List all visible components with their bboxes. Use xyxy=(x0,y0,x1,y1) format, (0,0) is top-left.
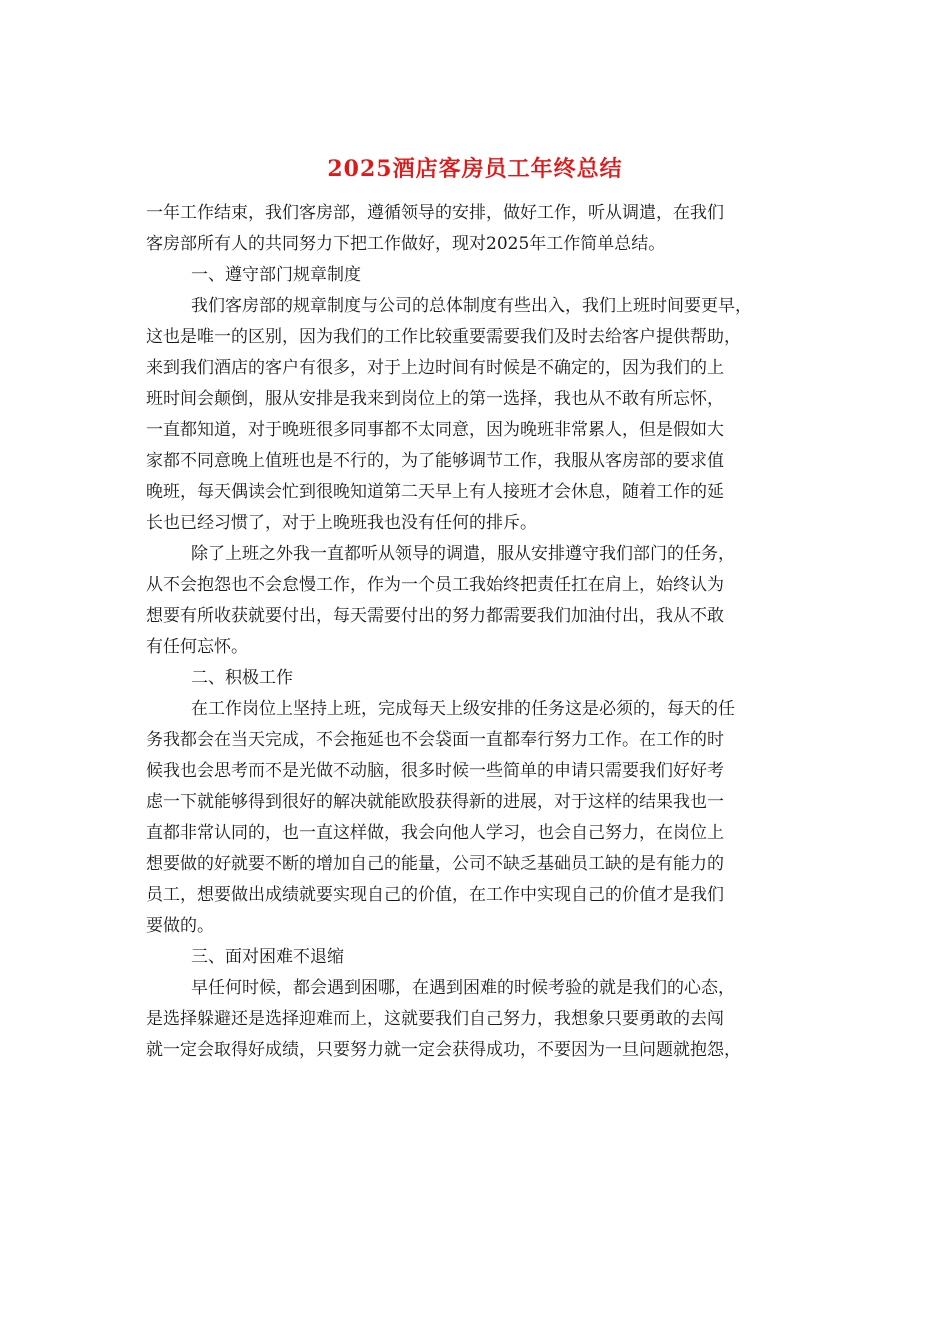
text-line: 一直都知道，对于晚班很多同事都不太同意，因为晚班非常累人，但是假如大 xyxy=(146,420,724,440)
text-line: 这也是唯一的区别，因为我们的工作比较重要需要我们及时去给客户提供帮助， xyxy=(146,327,741,347)
text-line: 早任何时候，都会遇到困哪，在遇到困难的时候考验的就是我们的心态， xyxy=(191,978,735,998)
text-line: 班时间会颠倒，服从安排是我来到岗位上的第一选择，我也从不敢有所忘怀， xyxy=(146,389,724,409)
text-line: 来到我们酒店的客户有很多，对于上边时间有时候是不确定的，因为我们的上 xyxy=(146,358,724,378)
text-line: 长也已经习惯了，对于上晚班我也没有任何的排斥。 xyxy=(146,513,537,533)
text-line: 除了上班之外我一直都听从领导的调遣，服从安排遵守我们部门的任务， xyxy=(191,544,735,564)
text-line: 想要有所收获就要付出，每天需要付出的努力都需要我们加油付出，我从不敢 xyxy=(146,606,724,626)
text-line: 我们客房部的规章制度与公司的总体制度有些出入，我们上班时间要更早， xyxy=(191,296,752,316)
text-line: 一年工作结束，我们客房部，遵循领导的安排，做好工作，听从调遣，在我们 xyxy=(146,203,724,223)
document-title: 2025酒店客房员工年终总结 xyxy=(327,156,623,182)
text-line: 员工，想要做出成绩就要实现自己的价值，在工作中实现自己的价值才是我们 xyxy=(146,885,724,905)
text-line: 虑一下就能够得到很好的解决就能欧股获得新的进展，对于这样的结果我也一 xyxy=(146,792,724,812)
text-line: 要做的。 xyxy=(146,916,214,936)
text-line: 家都不同意晚上值班也是不行的，为了能够调节工作，我服从客房部的要求值 xyxy=(146,451,724,471)
text-line: 想要做的好就要不断的增加自己的能量，公司不缺乏基础员工缺的是有能力的 xyxy=(146,854,724,874)
text-line: 客房部所有人的共同努力下把工作做好，现对2025年工作简单总结。 xyxy=(146,234,666,254)
text-line: 三、面对困难不退缩 xyxy=(191,947,344,967)
text-line: 一、遵守部门规章制度 xyxy=(191,265,361,285)
document-body xyxy=(146,198,822,1066)
text-line: 从不会抱怨也不会怠慢工作，作为一个员工我始终把责任扛在肩上，始终认为 xyxy=(146,575,724,595)
text-line: 是选择躲避还是选择迎难而上，这就要我们自己努力，我想象只要勇敢的去闯 xyxy=(146,1009,724,1029)
text-line: 二、积极工作 xyxy=(191,668,293,688)
text-line: 候我也会思考而不是光做不动脑，很多时候一些简单的申请只需要我们好好考 xyxy=(146,761,724,781)
text-line: 晚班，每天偶读会忙到很晚知道第二天早上有人接班才会休息，随着工作的延 xyxy=(146,482,724,502)
text-line: 在工作岗位上坚持上班，完成每天上级安排的任务这是必须的，每天的任 xyxy=(191,699,735,719)
text-line: 有任何忘怀。 xyxy=(146,637,248,657)
text-line: 直都非常认同的，也一直这样做，我会向他人学习，也会自己努力，在岗位上 xyxy=(146,823,724,843)
text-line: 务我都会在当天完成，不会拖延也不会袋面一直都奉行努力工作。在工作的时 xyxy=(146,730,724,750)
text-line: 就一定会取得好成绩，只要努力就一定会获得成功，不要因为一旦问题就抱怨， xyxy=(146,1040,741,1060)
